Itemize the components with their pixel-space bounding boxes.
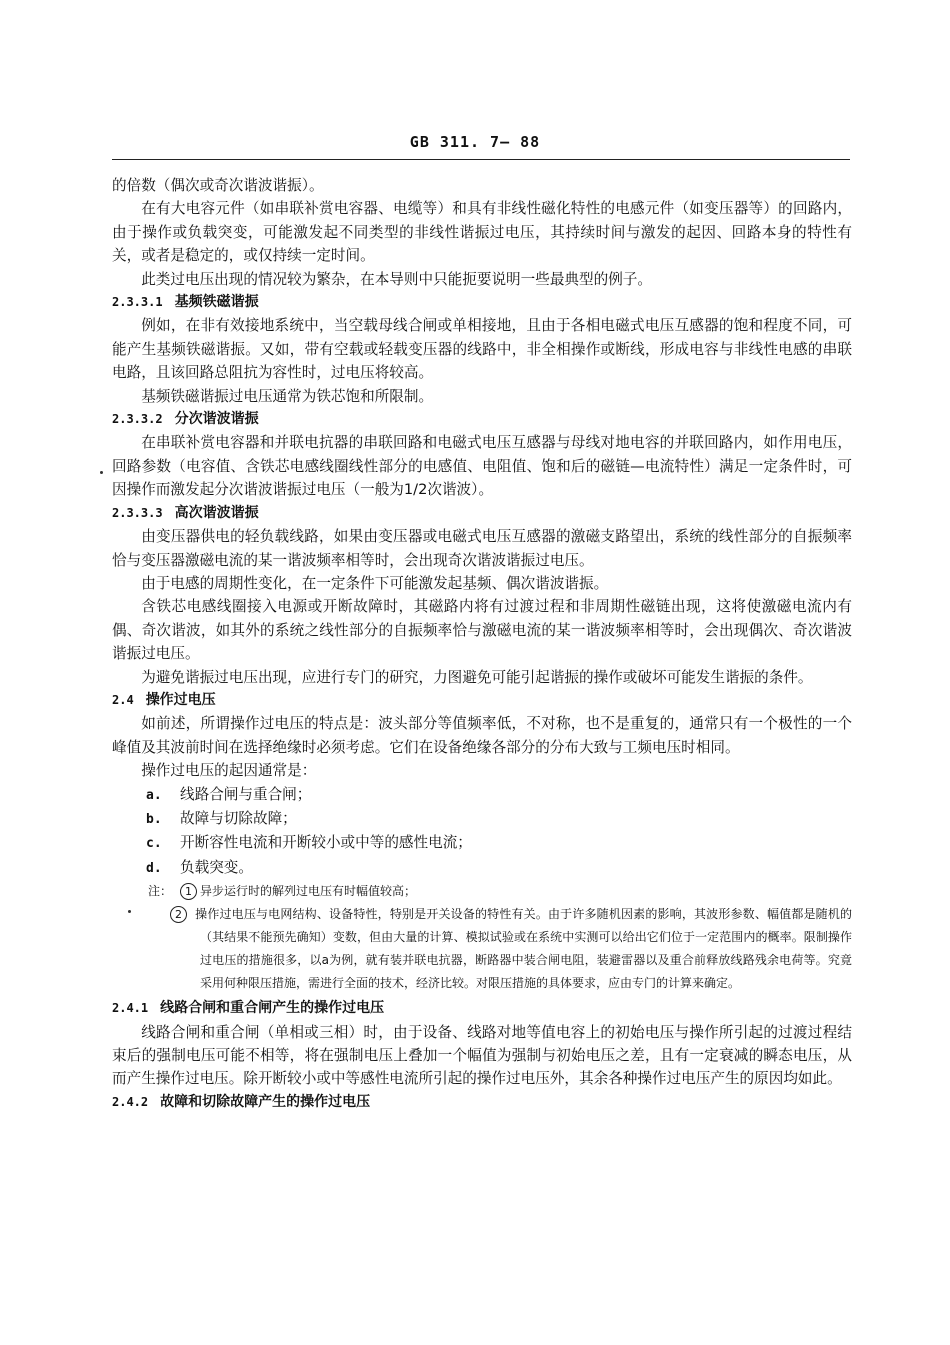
paragraph: 在串联补赏电容器和并联电抗器的串联回路和电磁式电压互感器与母线对地电容的并联回路内，如作用电压，回路参数（电容值、含铁芯电感线圈线性部分的电感值、电阻值、饱和后的磁链—电流特性）满足一定条件时，可因操作而激发起分次谐波谐振过电压（一般为1/2次谐波）。	[112, 434, 852, 499]
note-number-2: 2	[170, 906, 187, 923]
section-number: 2.3.3.1	[112, 295, 163, 310]
section-title: 线路合闸和重合闸产生的操作过电压	[160, 1000, 385, 1017]
note-lead: 注： 1	[148, 880, 205, 903]
scan-speck	[100, 471, 103, 474]
note-1: 异步运行时的解列过电压有时幅值较高；	[200, 884, 417, 899]
paragraph: 含铁芯电感线圈接入电源或开断故障时，其磁路内将有过渡过程和非周期性磁链出现，这将使激磁电流内有偶、奇次谐波，如其外的系统之线性部分的自振频率恰与激磁电流的某一谐波频率相等时，会出现偶次、奇次谐波谐振过电压。	[112, 598, 852, 663]
standard-code-header: GB 311. 7— 88	[409, 133, 541, 151]
section-number: 2.4.2	[112, 1094, 149, 1109]
note-number-1: 1	[180, 883, 197, 900]
paragraph: 例如，在非有效接地系统中，当空载母线合闸或单相接地，且由于各相电磁式电压互感器的饱和程度不同，可能产生基频铁磁谐振。又如，带有空载或轻载变压器的线路中，非全相操作或断线，形成电容与非线性电感的串联电路，且该回路总阻抗为容性时，过电压将较高。	[112, 317, 852, 382]
list-item: d. 负载突变。	[146, 858, 253, 876]
section-heading-2-3-3-1	[112, 291, 852, 314]
section-number: 2.3.3.3	[112, 505, 163, 520]
section-number: 2.3.3.2	[112, 412, 163, 427]
section-title: 分次谐波谐振	[174, 411, 259, 428]
header-rule	[112, 159, 850, 160]
section-heading-2-3-3-2	[112, 408, 852, 431]
paragraph: 由于电感的周期性变化，在一定条件下可能激发起基频、偶次谐波谐振。	[141, 574, 609, 592]
paragraph: 线路合闸和重合闸（单相或三相）时，由于设备、线路对地等值电容上的初始电压与操作所引起的过渡过程结束后的强制电压可能不相等，将在强制电压上叠加一个幅值为强制与初始电压之差，且有一定衰减的瞬态电压，从而产生操作过电压。除开断较小或中等感性电流所引起的操作过电压外，其余各种操作过电压产生的原因均如此。	[112, 1023, 852, 1088]
section-title: 高次谐波谐振	[174, 504, 259, 521]
section-title: 操作过电压	[145, 691, 216, 708]
list-item: c. 开断容性电流和开断较小或中等的感性电流；	[146, 834, 472, 852]
section-title: 故障和切除故障产生的操作过电压	[160, 1093, 371, 1110]
note-block	[112, 880, 852, 995]
paragraph: 此类过电压出现的情况较为繁杂，在本导则中只能扼要说明一些最典型的例子。	[141, 270, 652, 288]
section-heading-2-4	[112, 689, 852, 712]
section-title: 基频铁磁谐振	[174, 294, 259, 311]
section-number: 2.4	[112, 692, 134, 707]
list-item: a. 线路合闸与重合闸；	[146, 785, 312, 803]
paragraph: 的倍数（偶次或奇次谐波谐振）。	[112, 177, 324, 194]
paragraph: 为避免谐振过电压出现，应进行专门的研究，力图避免可能引起谐振的操作或破坏可能发生谐振的条件。	[141, 668, 813, 686]
section-heading-2-3-3-3	[112, 502, 852, 525]
document-body	[112, 174, 852, 1114]
paragraph: 基频铁磁谐振过电压通常为铁芯饱和所限制。	[141, 387, 434, 405]
section-heading-2-4-1	[112, 997, 852, 1020]
section-number: 2.4.1	[112, 1001, 149, 1016]
section-heading-2-4-2	[112, 1091, 852, 1114]
paragraph: 由变压器供电的轻负载线路，如果由变压器或电磁式电压互感器的激磁支路望出，系统的线性部分的自振频率恰与变压器激磁电流的某一谐波频率相等时，会出现奇次谐波谐振过电压。	[112, 528, 852, 569]
note-2: 2 操作过电压与电网结构、设备特性，特别是开关设备的特性有关。由于许多随机因素的影响，其波形参数、幅值都是随机的（其结果不能预先确知）变数，但由大量的计算、模拟试验或在系统中实测可以给出它们位于一定范围内的概率。限制操作过电压的措施很多，以a为例，就有装并联电抗器，断路器中装合闸电阻，装避雷器以及重合前释放线路残余电荷等。究竟采用何种限压措施，需进行全面的技术，经济比较。对限压措施的具体要求，应由专门的计算来确定。	[112, 903, 852, 995]
list-item: b. 故障与切除故障；	[146, 809, 297, 827]
paragraph: 操作过电压的起因通常是：	[141, 762, 317, 780]
paragraph: 在有大电容元件（如串联补赏电容器、电缆等）和具有非线性磁化特性的电感元件（如变压器等）的回路内，由于操作或负载突变，可能激发起不同类型的非线性谐振过电压，其持续时间与激发的起因、回路本身的特性有关，或者是稳定的，或仅持续一定时间。	[112, 200, 852, 265]
paragraph: 如前述，所谓操作过电压的特点是：波头部分等值频率低，不对称，也不是重复的，通常只有一个极性的一个峰值及其波前时间在选择绝缘时必须考虑。它们在设备绝缘各部分的分布大致与工频电压时相同。	[112, 715, 852, 756]
